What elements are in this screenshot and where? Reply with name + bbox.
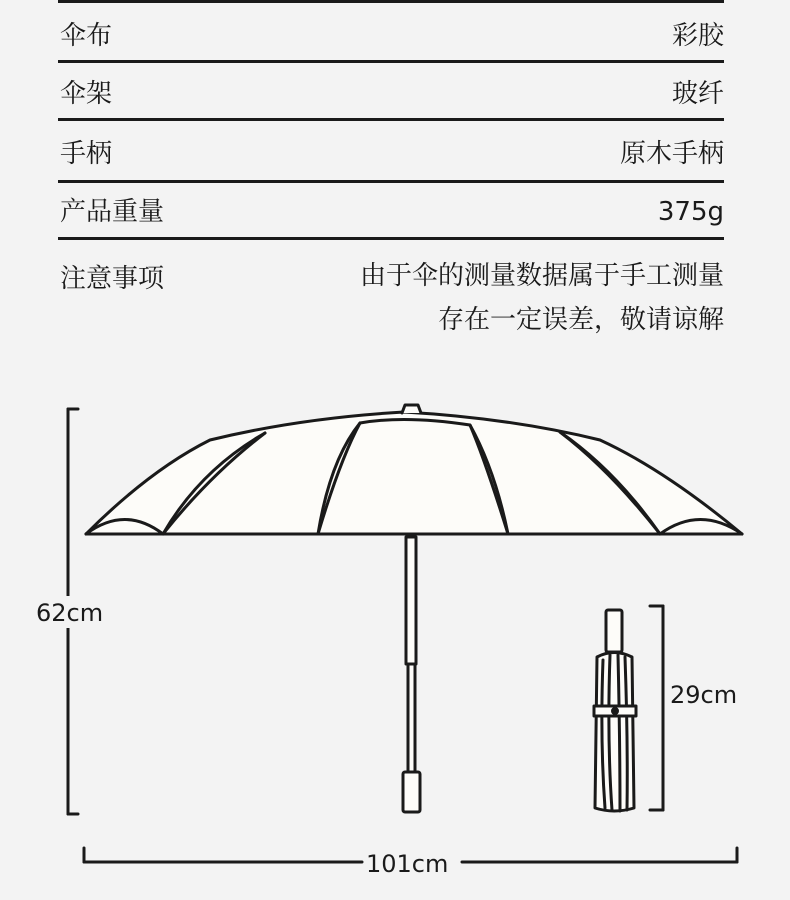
notes-key: 注意事项 bbox=[60, 264, 165, 294]
spec-value: 375g bbox=[657, 197, 724, 227]
folded-umbrella-icon bbox=[594, 610, 636, 811]
spec-value: 玻纤 bbox=[671, 79, 724, 109]
spec-value: 彩胶 bbox=[671, 21, 724, 51]
height-open-label: 62cm bbox=[36, 599, 104, 627]
spec-key: 手柄 bbox=[60, 139, 113, 169]
spec-key: 伞布 bbox=[60, 21, 113, 51]
spec-value: 原木手柄 bbox=[619, 139, 724, 169]
spec-key: 伞架 bbox=[60, 79, 113, 109]
spec-key: 产品重量 bbox=[60, 197, 165, 227]
notes-line-1: 由于伞的测量数据属于手工测量 bbox=[359, 261, 724, 291]
height-folded-label: 29cm bbox=[670, 681, 738, 709]
open-umbrella-icon bbox=[86, 405, 742, 812]
width-open-label: 101cm bbox=[366, 850, 449, 878]
folded-height-dimension-line bbox=[650, 606, 663, 810]
notes-line-2: 存在一定误差，敬请谅解 bbox=[437, 305, 724, 335]
